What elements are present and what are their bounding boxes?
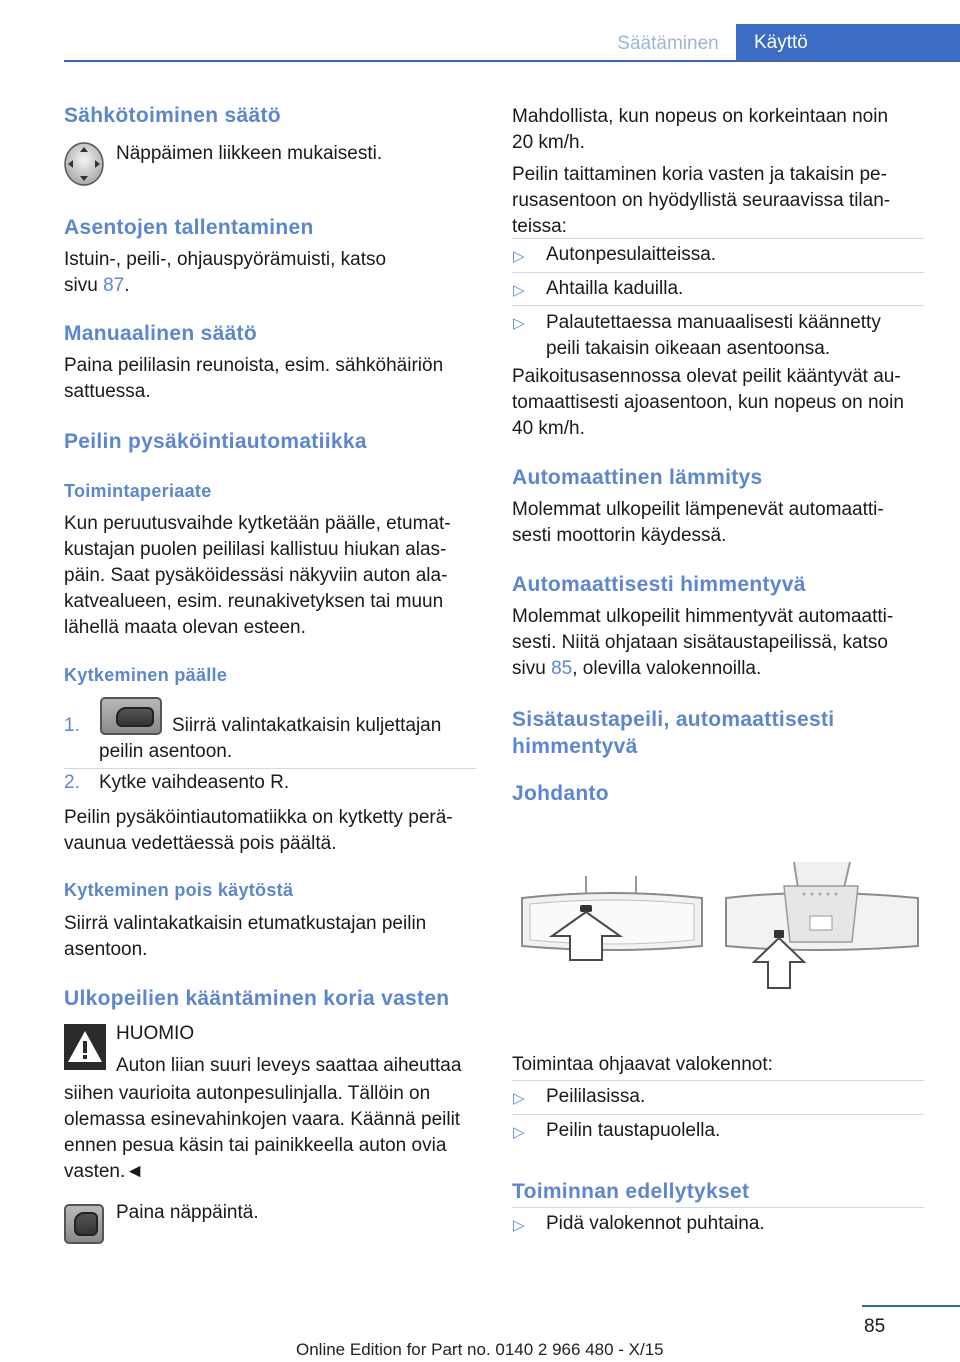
bullet-item: Autonpesulaitteissa. [546,244,717,265]
principle-line: lähellä maata olevan esteen. [64,617,306,638]
bullet-item: Pidä valokennot puhtaina. [546,1213,765,1234]
bullet-triangle-icon: ▷ [513,1090,525,1107]
bullet-line: peili takaisin oikeaan asentoonsa. [546,338,831,359]
parking-line: 40 km/h. [512,418,585,439]
step1-text: Siirrä valintakatkaisin kuljettajan [172,715,442,736]
page-link-87[interactable]: 87 [103,275,125,296]
useful-paragraph [512,162,890,240]
intro-line: Mahdollista, kun nopeus on korkeintaan noin [512,106,889,127]
dim-line-tail: , olevilla valokennoilla. [572,658,762,679]
page-number: 85 [864,1316,886,1337]
heading-memory: Asentojen tallentaminen [64,216,314,239]
heading-requirements: Toiminnan edellytykset [512,1180,750,1203]
press-text: Paina näppäintä. [116,1202,259,1223]
warning-line: vasten.◄ [64,1161,145,1182]
step1-text-cont: peilin asentoon. [99,741,233,762]
heading-principle: Toimintaperiaate [64,481,212,501]
on-after-line: vaunua vedettäessä pois päältä. [64,833,337,854]
memory-page-prefix: sivu [64,275,98,296]
dim-line: Molemmat ulkopeilit himmentyvät automaatti- [512,606,894,627]
bullet-line: Palautettaessa manuaalisesti käännetty [546,312,881,333]
rear-view-mirror-illustration [512,858,924,1008]
cells-intro: Toimintaa ohjaavat valokennot: [512,1054,773,1075]
on-after-line: Peilin pysäköintiautomatiikka on kytketty perä- [64,807,453,828]
divider [512,1207,924,1208]
step-number: 1. [64,715,80,736]
principle-line: katvealueen, esim. reunakivetyksen tai muun [64,591,444,612]
heat-line: Molemmat ulkopeilit lämpenevät automaatti- [512,499,884,520]
intro-paragraph [512,104,888,156]
parking-line: tomaattisesti ajoasentoon, kun nopeus on noin [512,392,904,413]
memory-line: Istuin-, peili-, ohjauspyörämuisti, katso [64,249,387,270]
heat-line: sesti moottorin käydessä. [512,525,727,546]
dim-line: sesti. Niitä ohjataan sisätaustapeilissä, katso [512,632,888,653]
heading-switch-off: Kytkeminen pois käytöstä [64,880,294,900]
warning-triangle-icon [64,1024,106,1070]
header-rule [64,60,960,62]
heading-inner-mirror [512,706,834,760]
step2-text: Kytke vaihdeasento R. [99,772,290,793]
off-line: asentoon. [64,939,148,960]
warning-line: ennen pesua käsin tai painikkeella auton ovia [64,1135,447,1156]
divider [512,1080,924,1081]
memory-line: sivu 87. [64,275,130,296]
off-paragraph [64,911,426,963]
intro-line: 20 km/h. [512,132,585,153]
useful-line: Peilin taittaminen koria vasten ja takaisin pe- [512,164,887,185]
manual-paragraph [64,353,443,405]
button-face [116,707,154,727]
footer-rule [862,1305,960,1307]
warning-icon [64,1024,106,1070]
off-line: Siirrä valintakatkaisin etumatkustajan peilin [64,913,427,934]
page-link-85[interactable]: 85 [551,658,573,679]
memory-paragraph [64,247,386,299]
manual-line: Paina peililasin reunoista, esim. sähköhäiriön [64,355,444,376]
parking-line: Paikoitusasennossa olevat peilit kääntyvät au- [512,366,901,387]
bullet-triangle-icon: ▷ [513,1217,525,1234]
button-face [74,1212,98,1236]
divider [512,272,924,273]
heading-electric-adjustment: Sähkötoiminen säätö [64,104,281,127]
step-number: 2. [64,772,80,793]
bullet-item: Peilin taustapuolella. [546,1120,721,1141]
divider [512,305,924,306]
bullet-triangle-icon: ▷ [513,315,525,332]
divider [512,1114,924,1115]
dim-page-prefix: sivu [512,658,546,679]
header-section-tab: Säätäminen [617,33,719,54]
bullet-triangle-icon: ▷ [513,248,525,265]
useful-line: rusasentoon on hyödyllistä seuraavissa tilan- [512,190,891,211]
heading-auto-dimming: Automaattisesti himmentyvä [512,573,806,596]
dim-paragraph [512,604,893,682]
warning-line: olemassa esinevahinkojen vaara. Käännä peilit [64,1109,461,1130]
heading-manual: Manuaalinen säätö [64,322,257,345]
mirror-selector-button-icon [100,697,162,735]
dim-line [512,656,893,682]
divider [64,768,476,769]
principle-line: kustajan puolen peililasi kallistuu hiukan alas- [64,539,447,560]
bullet-item [546,310,881,362]
parking-paragraph [512,364,904,442]
heading-line: himmentyvä [512,735,638,758]
heading-fold-mirrors: Ulkopeilien kääntäminen koria vasten [64,987,450,1010]
warning-line: Auton liian suuri leveys saattaa aiheuttaa [116,1055,462,1076]
warning-line: siihen vaurioita autonpesulinjalla. Tällöin on [64,1083,431,1104]
direction-pad-icon [64,142,104,186]
principle-line: Kun peruutusvaihde kytketään päälle, etumat- [64,513,451,534]
header-chapter-tab: Käyttö [736,24,960,62]
warning-paragraph [64,1081,460,1185]
warning-title: HUOMIO [116,1023,195,1044]
principle-paragraph [64,511,451,641]
heading-switch-on: Kytkeminen päälle [64,665,228,685]
heading-parking-automatic: Peilin pysäköintiautomatiikka [64,430,367,453]
manual-line: sattuessa. [64,381,151,402]
bullet-item: Ahtailla kaduilla. [546,278,684,299]
principle-line: päin. Saat pysäköidessäsi näkyviin auton ala- [64,565,448,586]
bullet-triangle-icon: ▷ [513,282,525,299]
bullet-item: Peililasissa. [546,1086,646,1107]
heading-introduction: Johdanto [512,782,609,805]
divider [512,238,924,239]
on-after-paragraph [64,805,453,857]
heading-heating: Automaattinen lämmitys [512,466,763,489]
fold-button-icon [64,1204,104,1244]
footer-edition: Online Edition for Part no. 0140 2 966 480 - X/15 [296,1340,664,1359]
useful-line: teissa: [512,216,567,237]
electric-text: Näppäimen liikkeen mukaisesti. [116,143,383,164]
bullet-triangle-icon: ▷ [513,1124,525,1141]
heading-line: Sisätaustapeili, automaattisesti [512,708,835,731]
heat-paragraph [512,497,884,549]
